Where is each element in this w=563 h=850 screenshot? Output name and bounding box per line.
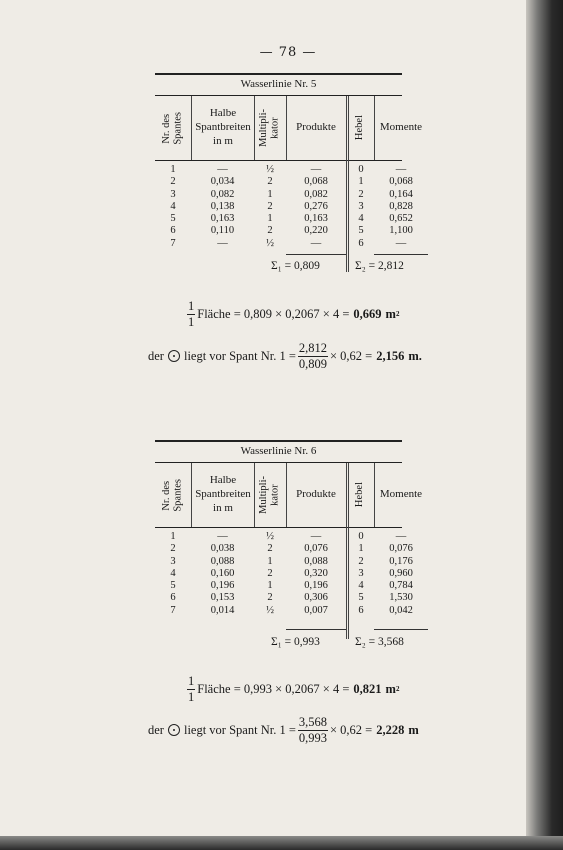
cell-hebel: 5 xyxy=(358,592,364,604)
cell-hebel: 2 xyxy=(358,555,364,567)
column-divider xyxy=(191,96,192,160)
cell-spant: 6 xyxy=(170,225,176,237)
table-header xyxy=(155,96,423,160)
cell-momente: 0,960 xyxy=(389,567,413,579)
table-body xyxy=(155,531,413,617)
header-multiplikator: Multipli- kator xyxy=(258,109,281,147)
sum-rule xyxy=(286,629,346,630)
sum-rule xyxy=(286,254,346,255)
cell-multi: ½ xyxy=(266,531,274,542)
cell-halbe: 0,163 xyxy=(210,213,235,225)
cell-momente: 0,176 xyxy=(389,555,413,567)
cell-momente: — xyxy=(395,164,407,175)
cell-momente: — xyxy=(395,237,407,249)
page-number: — 78 — xyxy=(259,45,317,60)
sum-moments: Σ₂ = 2,812 xyxy=(355,260,404,272)
cell-produkte: — xyxy=(310,237,322,249)
schwerpunkt-formula-5: der liegt vor Spant Nr. 1 = $\frac{2,812}{0,809}$ × 0,62 = 2,156 m. xyxy=(148,341,422,371)
cell-produkte: — xyxy=(310,164,322,175)
sum-rule xyxy=(374,254,428,255)
cell-multi: 1 xyxy=(267,213,273,225)
cell-spant: 6 xyxy=(170,592,176,604)
table-caption: Wasserlinie Nr. 6 xyxy=(240,445,317,457)
cell-spant: 7 xyxy=(170,237,176,249)
header-halbe: Halbe Spantbreiten in m xyxy=(195,107,251,147)
cell-produkte: 0,076 xyxy=(304,543,328,555)
cell-halbe: 0,153 xyxy=(210,592,235,604)
schwerpunkt-result: 2,228 xyxy=(376,722,405,737)
sum-rule xyxy=(374,629,428,630)
cell-spant: 4 xyxy=(170,567,176,579)
cell-hebel: 1 xyxy=(358,543,364,555)
table-row xyxy=(155,543,413,555)
center-of-gravity-symbol-icon xyxy=(168,724,180,736)
header-produkte: Produkte xyxy=(296,488,336,501)
cell-produkte: 0,163 xyxy=(304,213,328,225)
cell-halbe: 0,138 xyxy=(210,200,235,212)
cell-hebel: 4 xyxy=(358,580,364,592)
column-divider xyxy=(374,463,375,527)
cell-multi: 2 xyxy=(267,200,273,212)
column-divider xyxy=(374,96,375,160)
table-header xyxy=(155,463,423,527)
cell-momente: 0,164 xyxy=(389,188,413,200)
cell-momente: 1,530 xyxy=(389,592,413,604)
cell-halbe: 0,196 xyxy=(210,580,235,592)
cell-produkte: 0,320 xyxy=(304,567,328,579)
cell-hebel: 3 xyxy=(358,200,364,212)
table-row xyxy=(155,604,413,617)
cell-momente: 1,100 xyxy=(389,225,413,237)
cell-hebel: 0 xyxy=(358,164,364,175)
table-top-rule xyxy=(155,440,402,442)
cell-multi: ½ xyxy=(266,164,274,175)
cell-hebel: 4 xyxy=(358,213,364,225)
cell-multi: 1 xyxy=(267,188,273,200)
sum-products: Σ₁ = 0,809 xyxy=(271,260,320,272)
cell-momente: 0,068 xyxy=(389,176,413,188)
table-row xyxy=(155,200,413,213)
page-edge-shadow xyxy=(526,0,563,850)
cell-produkte: 0,276 xyxy=(304,200,328,212)
fraction: $\frac{1}{1}$ xyxy=(188,674,195,704)
cell-hebel: 6 xyxy=(358,237,364,249)
cell-multi: 2 xyxy=(267,225,273,237)
cell-halbe: 0,038 xyxy=(210,543,235,555)
fraction: $\frac{1}{1}$ xyxy=(188,299,195,329)
cell-multi: 2 xyxy=(267,176,273,188)
cell-halbe: 0,088 xyxy=(210,555,235,567)
cell-spant: 5 xyxy=(170,580,176,592)
cell-hebel: 0 xyxy=(358,531,364,542)
cell-multi: ½ xyxy=(266,237,274,249)
table-wasserlinie-6 xyxy=(155,440,423,655)
header-rule xyxy=(155,160,402,161)
cell-spant: 4 xyxy=(170,200,176,212)
cell-produkte: 0,007 xyxy=(304,604,328,616)
header-momente: Momente xyxy=(379,488,423,501)
cell-momente: 0,828 xyxy=(389,200,413,212)
table-wasserlinie-5 xyxy=(155,73,423,272)
header-produkte: Produkte xyxy=(296,121,336,134)
column-divider xyxy=(191,463,192,527)
header-hebel: Hebel xyxy=(354,115,366,141)
cell-halbe: — xyxy=(217,531,228,542)
cell-momente: — xyxy=(395,531,407,542)
cell-multi: 1 xyxy=(267,555,273,567)
cell-spant: 1 xyxy=(170,164,176,175)
cell-spant: 1 xyxy=(170,531,176,542)
header-momente: Momente xyxy=(379,121,423,134)
table-caption: Wasserlinie Nr. 5 xyxy=(240,78,317,90)
column-divider xyxy=(286,96,287,160)
column-divider xyxy=(286,463,287,527)
flaeche-result: 0,669 xyxy=(353,306,382,321)
flaeche-formula-6: $\frac{1}{1}$ Fläche = 0,993 × 0,2067 × 4 = 0,821 m 2 xyxy=(188,674,400,704)
cell-momente: 0,076 xyxy=(389,543,413,555)
cell-momente: 0,784 xyxy=(389,580,413,592)
header-multiplikator: Multipli- kator xyxy=(258,476,281,514)
table-row xyxy=(155,567,413,580)
cell-halbe: — xyxy=(217,164,228,175)
cell-hebel: 5 xyxy=(358,225,364,237)
cell-spant: 3 xyxy=(170,555,176,567)
table-row xyxy=(155,580,413,592)
sum-moments: Σ₂ = 3,568 xyxy=(355,636,404,648)
table-row xyxy=(155,592,413,604)
table-row xyxy=(155,531,407,543)
header-hebel: Hebel xyxy=(354,482,366,508)
header-rule xyxy=(155,527,402,528)
column-divider xyxy=(254,96,255,160)
table-row xyxy=(155,176,413,188)
cell-momente: 0,652 xyxy=(389,213,413,225)
cell-spant: 3 xyxy=(170,188,176,200)
cell-multi: 2 xyxy=(267,543,273,555)
cell-spant: 2 xyxy=(170,176,176,188)
center-of-gravity-symbol-icon xyxy=(168,350,180,362)
cell-halbe: 0,110 xyxy=(210,225,235,237)
table-row xyxy=(155,225,413,237)
fraction: $\frac{2,812}{0,809}$ xyxy=(298,341,327,371)
cell-produkte: 0,068 xyxy=(304,176,328,188)
table-row xyxy=(155,237,407,250)
cell-hebel: 6 xyxy=(358,604,364,616)
cell-produkte: 0,220 xyxy=(304,225,328,237)
cell-halbe: 0,160 xyxy=(210,567,235,579)
table-row xyxy=(155,164,407,176)
cell-halbe: 0,014 xyxy=(210,604,235,616)
cell-spant: 5 xyxy=(170,213,176,225)
cell-halbe: — xyxy=(217,237,228,249)
header-spant: Nr. des Spantes xyxy=(160,111,184,145)
cell-halbe: 0,034 xyxy=(210,176,235,188)
table-top-rule xyxy=(155,73,402,75)
cell-hebel: 2 xyxy=(358,188,364,200)
schwerpunkt-result: 2,156 xyxy=(376,348,405,363)
cell-momente: 0,042 xyxy=(389,604,413,616)
header-spant: Nr. des Spantes xyxy=(160,478,184,512)
sum-products: Σ₁ = 0,993 xyxy=(271,636,320,648)
cell-spant: 2 xyxy=(170,543,176,555)
cell-multi: 2 xyxy=(267,592,273,604)
cell-hebel: 3 xyxy=(358,567,364,579)
cell-produkte: 0,306 xyxy=(304,592,328,604)
cell-produkte: 0,196 xyxy=(304,580,328,592)
cell-spant: 7 xyxy=(170,604,176,616)
table-body xyxy=(155,164,413,250)
flaeche-result: 0,821 xyxy=(353,681,382,696)
bottom-edge-shadow xyxy=(0,836,563,850)
table-row xyxy=(155,555,413,568)
table-row xyxy=(155,188,413,201)
cell-produkte: 0,082 xyxy=(304,188,328,200)
cell-multi: 2 xyxy=(267,567,273,579)
cell-hebel: 1 xyxy=(358,176,364,188)
cell-produkte: — xyxy=(310,531,322,542)
fraction: $\frac{3,568}{0,993}$ xyxy=(298,715,327,745)
header-halbe: Halbe Spantbreiten in m xyxy=(195,474,251,514)
table-row xyxy=(155,213,413,225)
schwerpunkt-formula-6: der liegt vor Spant Nr. 1 = $\frac{3,568}{0,993}$ × 0,62 = 2,228 m xyxy=(148,715,419,745)
flaeche-formula-5: $\frac{1}{1}$ Fläche = 0,809 × 0,2067 × 4 = 0,669 m 2 xyxy=(188,299,400,329)
column-divider xyxy=(254,463,255,527)
cell-halbe: 0,082 xyxy=(210,188,235,200)
cell-multi: 1 xyxy=(267,580,273,592)
cell-produkte: 0,088 xyxy=(304,555,328,567)
cell-multi: ½ xyxy=(266,604,274,616)
